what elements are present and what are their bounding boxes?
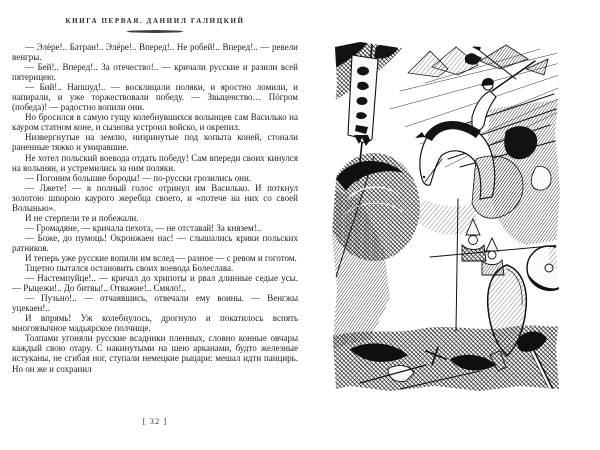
paragraph: — Громадяне, — кричала пехота, — не отставай! За князем!.. [25, 222, 262, 233]
paragraph: — Настемпуйце!.. — кричал до хрипоты и рвал длинные седые усы. — Рыцежи!.. До битвы!.. Отважне!.. Смяло!.. [12, 273, 298, 294]
paragraph: — Пузьно!.. — отчаявшись, отвечали ему воины. — Венгжы уцекаен!.. [12, 293, 298, 314]
paragraph: Не хотел польский воевода отдать победу! Сам впереди своих кинулся на волынян, и устремились за ним поляки. [12, 152, 298, 173]
paragraph: — Погоним большие бороды! — по-русски грозились они. [25, 172, 252, 183]
battle-engraving-illustration [330, 39, 562, 395]
paragraph: — Боже, до пумоць! Окронжаен нас! — слышались крики польских ратников. [12, 232, 298, 253]
body-text [12, 42, 298, 374]
page-number: [ 32 ] [142, 416, 168, 426]
paragraph: — Лжете! — в полный голос отринул им Василько. И поткнул золотою шпорою каурого жеребца своего, и «потече на них со своей Волынью». [12, 182, 298, 213]
paragraph: И теперь уже русские вопили им вслед — разное — с ревом и гоготом. [25, 252, 297, 263]
paragraph: — Бей!.. Вперед!.. За отечество!.. — кричали русские и разили всей пятерицею. [12, 62, 298, 83]
paragraph: — Элёре!.. Батран!.. Элёре!.. Вперед!.. Не робей!.. Вперед!.. — ревели венгры. [12, 42, 298, 63]
paragraph: — Бий!.. Напшуд!.. — восклицали поляки, и яростно ломили, и напирали, и уже торжествовали победу. — Звыценство… Пóгром (победа)! — радостно вопили они. [12, 82, 298, 113]
paragraph: Толпами угоняли русские всадники пленных, словно конные овчары каждый свою отару. С накинутыми на шею арканами, будто железные истуканы, не сгибая ног, ступали немецкие рыцари: мешал идти панцирь. Но он же и сохранил [12, 333, 298, 374]
paragraph: И впрямь! Уж колебнулось, дрогнуло и покатилось вспять многоязычное мадьярское полчище. [12, 313, 298, 334]
running-header: КНИГА ПЕРВАЯ. ДАНИИЛ ГАЛИЦКИЙ [65, 17, 245, 25]
paragraph: Низвергнутые на землю, низринутые под копыта коней, стонали раненные тяжко и умиравшие. [12, 132, 298, 153]
paragraph: И не стерпели те и побежали. [25, 212, 139, 223]
paragraph: Но бросился в самую гущу колебнувшихся волынцев сам Василько на кауром статном коне, и сызнова устроил войско, и окрепил. [12, 112, 298, 133]
header-rule [126, 30, 184, 33]
battle-engraving [330, 39, 562, 395]
paragraph: Тщетно пытался остановить своих воевода Болеслава. [25, 263, 234, 274]
